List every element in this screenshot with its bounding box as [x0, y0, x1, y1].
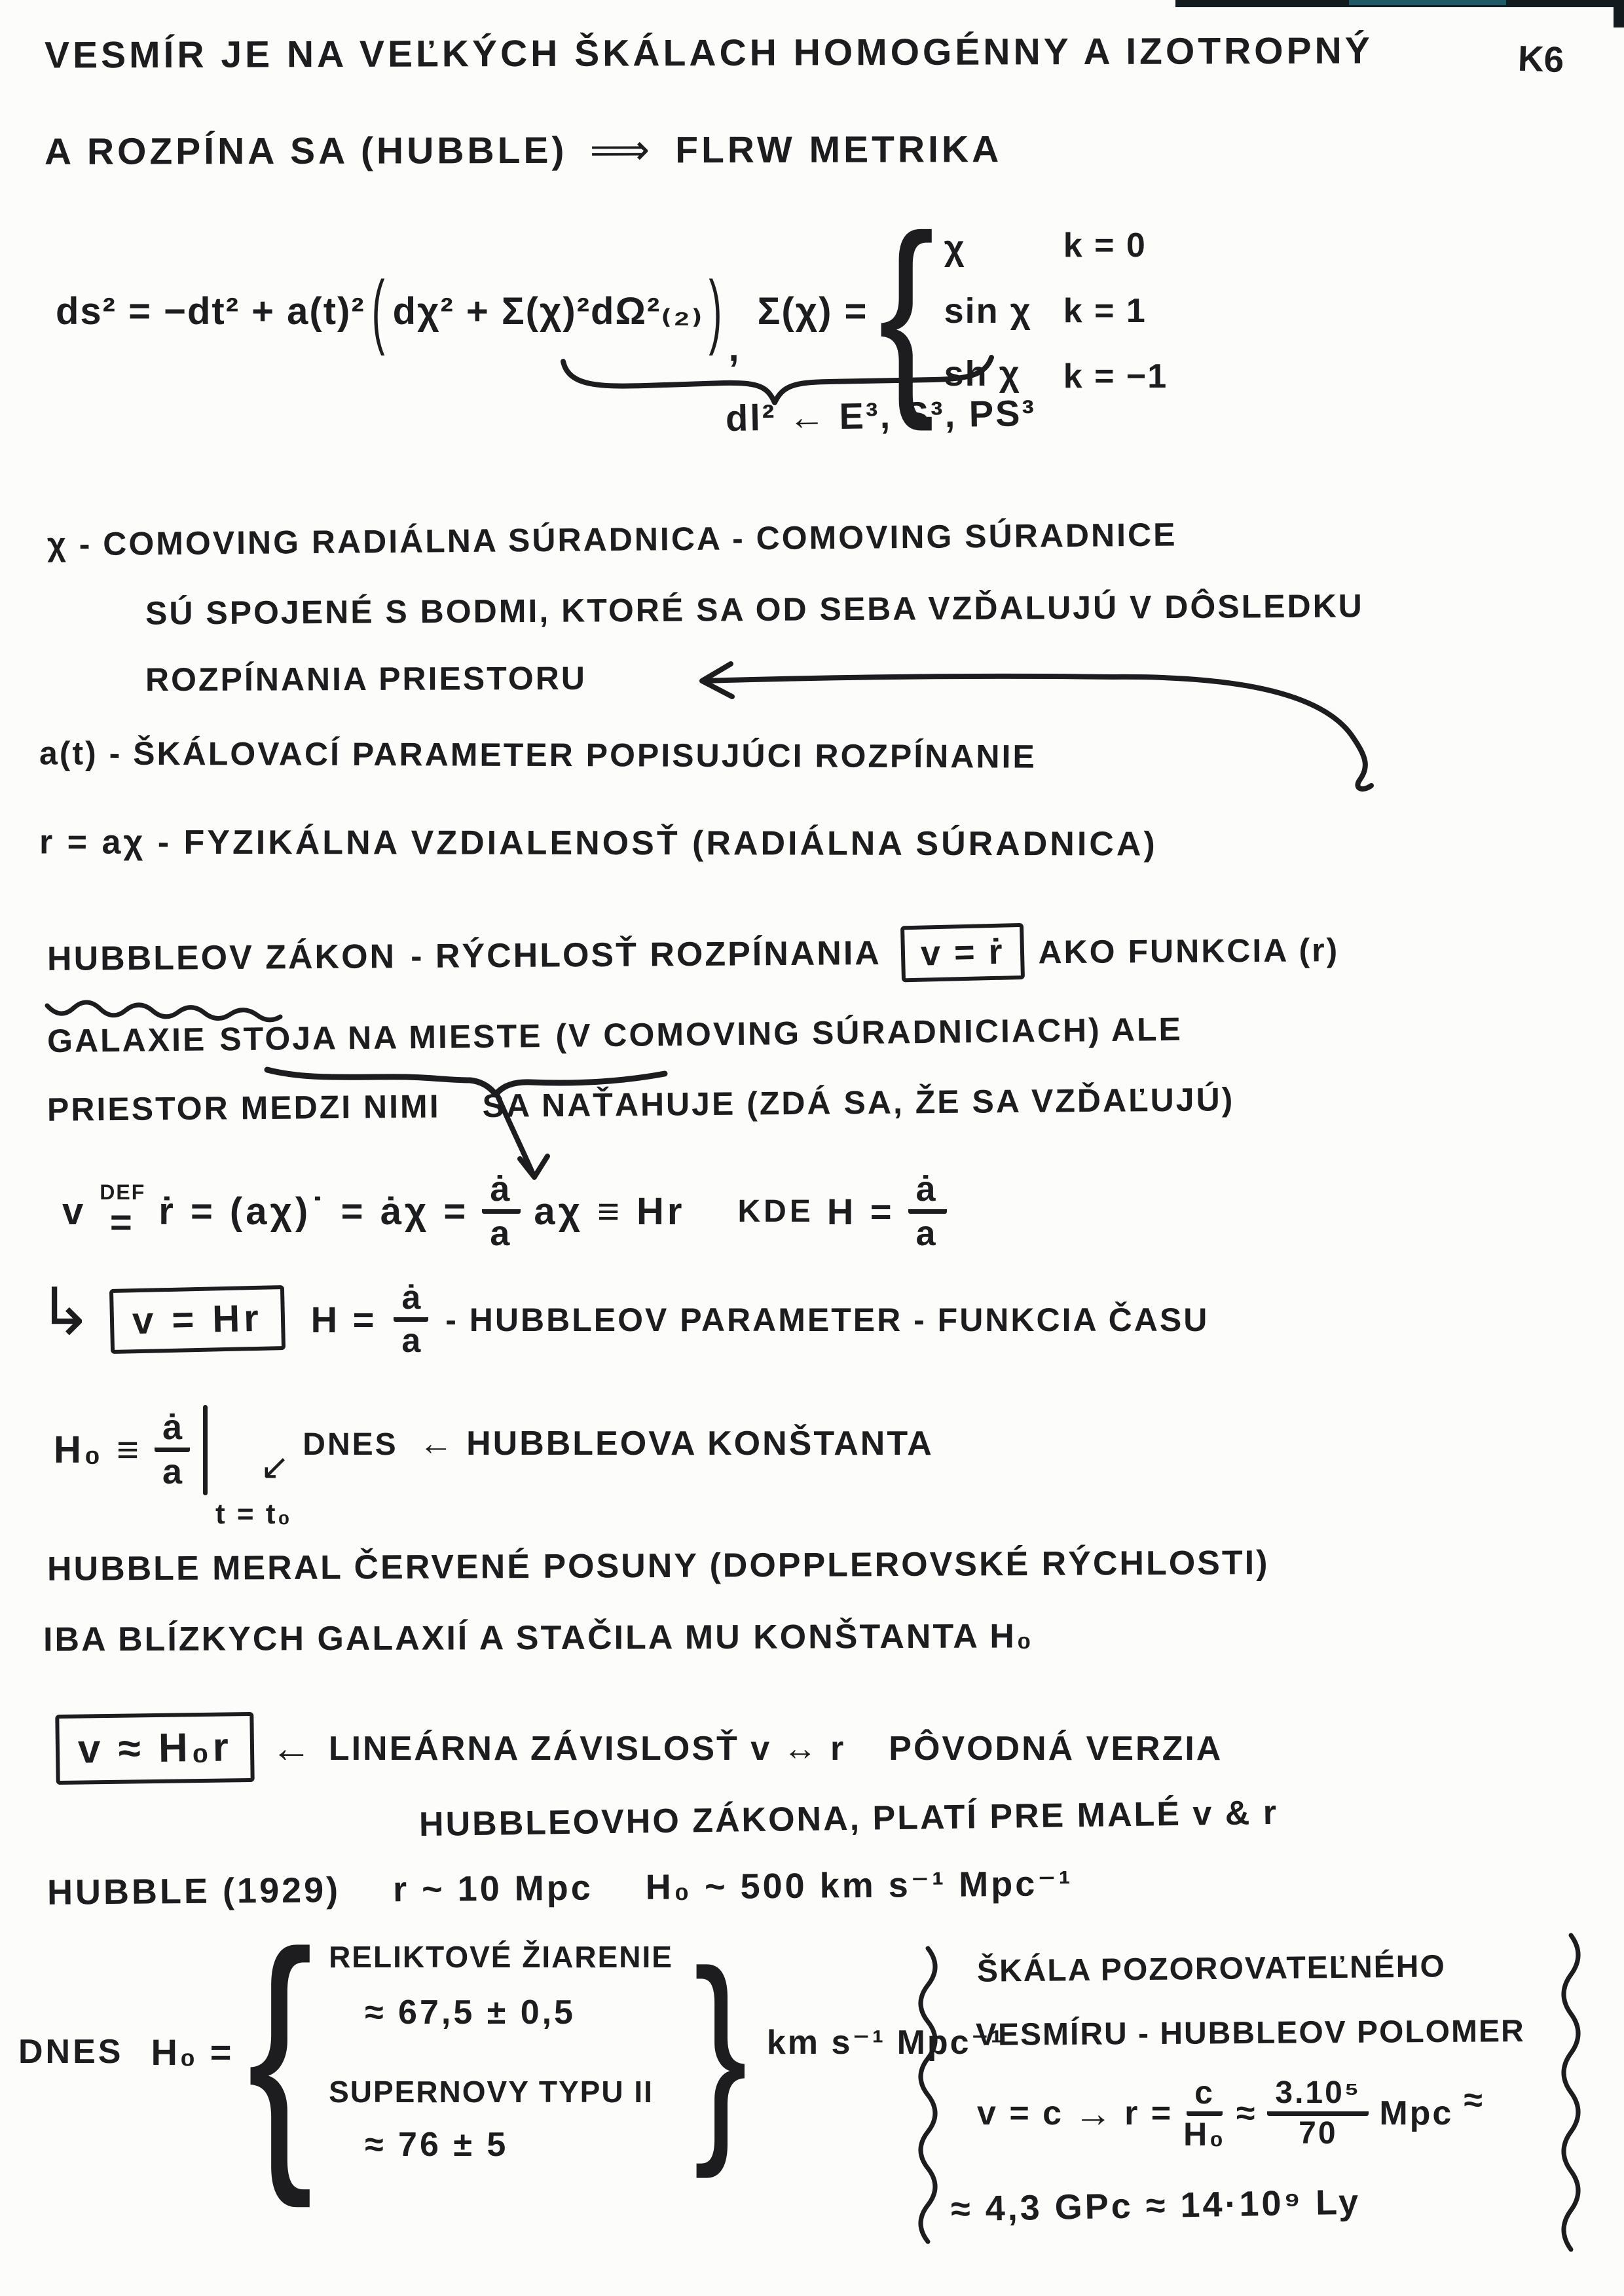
continuation-arrow-icon: ↳: [38, 1275, 93, 1349]
heading-wavy-underline: [47, 1002, 280, 1020]
radius-approx-2: ≈: [1464, 2081, 1485, 2119]
fraction-denominator: 70: [1299, 2115, 1338, 2151]
hubble-radius-equation: [977, 2054, 1485, 2172]
metric-open-paren: (: [371, 264, 386, 357]
radius-fraction-2: [1267, 2077, 1369, 2150]
def-equals: [100, 1182, 145, 1242]
velocity-symbol: v: [62, 1190, 87, 1233]
linear-law-line: [56, 1694, 1223, 1802]
hubble-1929-h0: H₀ ~ 500 km s⁻¹ Mpc⁻¹: [645, 1864, 1073, 1907]
chi-note-line-1: χ - COMOVING RADIÁLNA SÚRADNICA - COMOVING SÚRADNICE: [46, 516, 1177, 563]
galaxies-line: [47, 1010, 1183, 1060]
h0-fraction: [155, 1407, 190, 1491]
physical-distance-note: r = aχ - FYZIKÁLNA VZDIALENOSŤ (RADIÁLNA SÚRADNICA): [39, 823, 1158, 864]
case-conditions: [1063, 226, 1168, 396]
hubble-constant-label: ← HUBBLEOVA KONŠTANTA: [418, 1424, 934, 1463]
metric-inner: dχ² + Σ(χ)²dΩ²₍₂₎: [392, 290, 704, 333]
fraction-numerator: ȧ: [482, 1171, 521, 1214]
metric-sigma-lhs: Σ(χ) =: [757, 289, 868, 333]
hubble-1929-line: [47, 1863, 1073, 1913]
def-equals-sign: =: [109, 1201, 136, 1244]
radius-approx-1: ≈: [1236, 2094, 1257, 2132]
linear-law-desc-3: HUBBLEOVHO ZÁKONA, PLATÍ PRE MALÉ v & r: [418, 1793, 1279, 1844]
fraction-numerator: ȧ: [908, 1171, 947, 1214]
radius-fraction-1: [1183, 2073, 1226, 2153]
hubble-fraction-2: [908, 1171, 947, 1252]
hubble-law-mid: - RÝCHLOSŤ ROZPÍNANIA: [410, 934, 882, 976]
scan-artifact-top-bar-tint: [1349, 0, 1506, 5]
wavy-border-right: [1564, 1935, 1578, 2250]
velocity-terms-2: aχ ≡ Hr: [534, 1190, 686, 1233]
implies-arrow-icon: ⟹: [589, 126, 654, 173]
expansion-connector-arrowhead: [702, 664, 732, 697]
radius-eq-lhs: v = c: [977, 2094, 1064, 2132]
radius-eq-mid: r =: [1124, 2094, 1173, 2132]
radius-unit: Mpc: [1379, 2094, 1454, 2132]
metric-lhs: ds² = −dt² + a(t)²: [56, 289, 365, 333]
fraction-numerator: c: [1187, 2076, 1223, 2116]
h0-today-close-brace: }: [693, 1923, 748, 2179]
case-cond-open: k = −1: [1063, 357, 1168, 395]
measurement-line-2: IBA BLÍZKYCH GALAXIÍ A STAČILA MU KONŠTANTA H₀: [43, 1617, 1034, 1659]
observable-title-2: VESMÍRU - HUBBLEOV POLOMER: [975, 2014, 1525, 2052]
scale-factor-note: a(t) - ŠKÁLOVACÍ PARAMETER POPISUJÚCI ROZPÍNANIE: [39, 735, 1037, 775]
title-line-2-metric: FLRW METRIKA: [675, 128, 1003, 171]
hubble-law-box: v = Hr: [109, 1285, 286, 1354]
linear-law-desc-1: LINEÁRNA ZÁVISLOSŤ v ↔ r: [328, 1729, 846, 1768]
h0-method-supernovae: SUPERNOVY TYPU II: [329, 2075, 654, 2109]
chi-note-line-2: SÚ SPOJENÉ S BODMI, KTORÉ SA OD SEBA VZĎALUJÚ V DÔSLEDKU: [145, 587, 1364, 632]
space-line-left: PRIESTOR MEDZI NIMI: [46, 1087, 441, 1128]
h-param-lhs: H =: [310, 1299, 377, 1340]
hubble-law-heading: HUBBLEOV ZÁKON: [46, 938, 397, 978]
scan-artifact-corner: [1614, 0, 1624, 27]
hubble-1929-distance: r ~ 10 Mpc: [392, 1868, 593, 1909]
case-value-flat: χ: [944, 228, 966, 268]
h-definition-lhs: H =: [826, 1191, 895, 1232]
cases-brace: {: [878, 190, 936, 431]
hubble-law-tail: AKO FUNKCIA (r): [1038, 932, 1340, 971]
metric-close-paren: ): [709, 264, 724, 357]
case-values: [944, 228, 1032, 394]
hubble-fraction-1: [482, 1171, 521, 1252]
fraction-denominator: a: [490, 1214, 513, 1253]
title-line-2: [45, 124, 1002, 176]
case-value-open: sh χ: [944, 354, 1021, 393]
h0-value-supernovae: ≈ 76 ± 5: [365, 2126, 509, 2164]
corner-label: K6: [1517, 37, 1565, 81]
velocity-terms-1: ṙ = (aχ)˙ = ȧχ =: [158, 1190, 470, 1233]
galaxies-underlined: STOJA NA MIESTE: [219, 1017, 543, 1058]
chi-note-line-3: ROZPÍNANIA PRIESTORU: [145, 659, 587, 699]
hubble-constant-line: [54, 1389, 934, 1530]
h0-today-methods: [329, 1939, 673, 2164]
hubble-law-result-line: [38, 1262, 1209, 1377]
today-arrow-icon: ↙: [260, 1448, 290, 1487]
evaluation-bar: [203, 1405, 293, 1530]
h0-today-unit: km s⁻¹ Mpc⁻¹: [766, 2024, 1005, 2062]
galaxies-post: (V COMOVING SÚRADNICIACH) ALE: [555, 1010, 1183, 1054]
def-label: DEF: [100, 1180, 146, 1204]
fraction-denominator: a: [162, 1452, 183, 1491]
hubble-1929-name: HUBBLE (1929): [46, 1870, 341, 1912]
hubble-radius-result: ≈ 4,3 GPc ≈ 14·10⁹ Ly: [950, 2182, 1361, 2229]
space-stretches-line: [47, 1080, 1235, 1129]
h0-value-cmb: ≈ 67,5 ± 0,5: [365, 1994, 576, 2032]
case-cond-flat: k = 0: [1063, 227, 1147, 264]
kde-label: KDE: [737, 1194, 814, 1229]
case-cond-closed: k = 1: [1063, 292, 1147, 330]
h-param-description: - HUBBLEOV PARAMETER - FUNKCIA ČASU: [445, 1301, 1209, 1338]
fraction-denominator: a: [401, 1322, 421, 1360]
space-line-right: SA NAŤAHUJE (ZDÁ SA, ŽE SA VZĎAĽUJÚ): [482, 1081, 1235, 1125]
fraction-denominator: H₀: [1183, 2115, 1226, 2153]
observable-title-1: ŠKÁLA POZOROVATEĽNÉHO: [976, 1949, 1447, 1989]
h0-today-open-brace: {: [247, 1895, 314, 2209]
h0-today-block: [18, 1895, 1005, 2209]
velocity-derivation-equation: [62, 1157, 947, 1266]
case-value-closed: sin χ: [944, 291, 1032, 331]
fraction-numerator: ȧ: [155, 1410, 190, 1452]
fraction-denominator: a: [915, 1214, 939, 1253]
title-line-1: VESMÍR JE NA VEĽKÝCH ŠKÁLACH HOMOGÉNNY A IZOTROPNÝ: [44, 29, 1373, 77]
linear-law-desc-2: PÔVODNÁ VERZIA: [889, 1729, 1223, 1768]
h0-lhs: H₀ ≡: [54, 1429, 141, 1471]
spatial-metric-note: dl² ← E³, S³, PS³: [725, 392, 1037, 439]
right-arrow-icon: →: [1074, 2092, 1115, 2135]
title-line-2-text: A ROZPÍNA SA (HUBBLE): [44, 129, 568, 173]
evaluated-at-label: t = t₀: [215, 1497, 293, 1530]
h-param-fraction: [394, 1278, 428, 1360]
h0-method-cmb: RELIKTOVÉ ŽIARENIE: [329, 1940, 673, 1974]
hubble-law-line: [47, 911, 1340, 998]
fraction-numerator: ȧ: [394, 1281, 428, 1322]
measurement-line-1: HUBBLE MERAL ČERVENÉ POSUNY (DOPPLEROVSKÉ RÝCHLOSTI): [46, 1544, 1270, 1588]
fraction-numerator: 3.10⁵: [1267, 2077, 1369, 2116]
linear-law-box: v ≈ H₀r: [55, 1712, 254, 1785]
h0-today-lhs: H₀ =: [151, 2031, 234, 2073]
h0-today-label: DNES: [18, 2033, 124, 2071]
today-label: DNES: [303, 1427, 398, 1462]
velocity-definition-box: v = ṙ: [900, 923, 1025, 983]
galaxies-pre: GALAXIE: [46, 1021, 207, 1060]
points-left-arrow-icon: ←: [270, 1726, 312, 1771]
metric-comma: ,: [728, 327, 741, 369]
